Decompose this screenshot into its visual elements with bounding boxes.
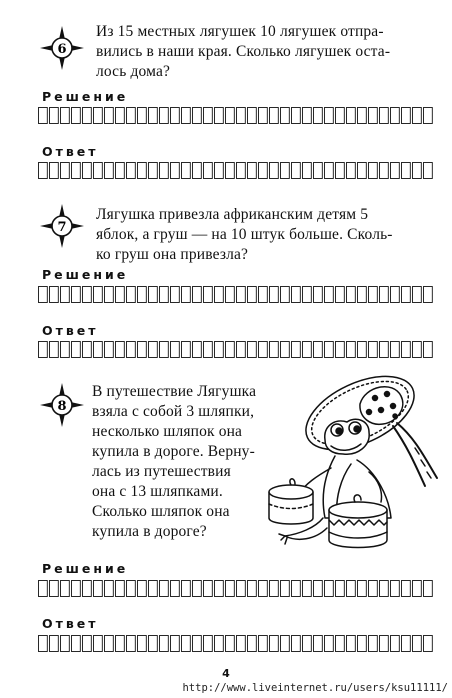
answer-cell[interactable] — [325, 636, 334, 652]
answer-cell[interactable] — [314, 287, 323, 303]
answer-cell[interactable] — [292, 581, 301, 597]
answer-cell[interactable] — [402, 581, 411, 597]
solution-grid[interactable] — [38, 580, 435, 597]
answer-cell[interactable] — [61, 287, 70, 303]
answer-cell[interactable] — [193, 287, 202, 303]
answer-cell[interactable] — [424, 163, 433, 179]
answer-cell[interactable] — [336, 108, 345, 124]
answer-cell[interactable] — [248, 287, 257, 303]
answer-cell[interactable] — [182, 287, 191, 303]
answer-cell[interactable] — [325, 287, 334, 303]
answer-cell[interactable] — [424, 108, 433, 124]
answer-cell[interactable] — [39, 287, 48, 303]
answer-cell[interactable] — [215, 163, 224, 179]
answer-cell[interactable] — [127, 636, 136, 652]
answer-cell[interactable] — [105, 163, 114, 179]
answer-cell[interactable] — [303, 581, 312, 597]
answer-cell[interactable] — [226, 108, 235, 124]
problem-7-badge — [39, 203, 85, 249]
answer-cell[interactable] — [237, 636, 246, 652]
answer-cell[interactable] — [226, 636, 235, 652]
answer-cell[interactable] — [336, 636, 345, 652]
answer-cell[interactable] — [325, 108, 334, 124]
answer-cell[interactable] — [72, 108, 81, 124]
answer-cell[interactable] — [226, 287, 235, 303]
answer-cell[interactable] — [391, 163, 400, 179]
answer-cell[interactable] — [50, 581, 59, 597]
answer-cell[interactable] — [61, 581, 70, 597]
answer-cell[interactable] — [413, 342, 422, 358]
answer-cell[interactable] — [325, 342, 334, 358]
answer-cell[interactable] — [215, 581, 224, 597]
answer-cell[interactable] — [292, 636, 301, 652]
answer-cell[interactable] — [402, 636, 411, 652]
answer-cell[interactable] — [39, 636, 48, 652]
answer-cell[interactable] — [72, 581, 81, 597]
answer-cell[interactable] — [248, 163, 257, 179]
answer-cell[interactable] — [248, 342, 257, 358]
answer-cell[interactable] — [413, 636, 422, 652]
answer-cell[interactable] — [149, 581, 158, 597]
answer-cell[interactable] — [116, 163, 125, 179]
answer-cell[interactable] — [193, 636, 202, 652]
answer-cell[interactable] — [160, 581, 169, 597]
answer-cell[interactable] — [204, 287, 213, 303]
compass-star-icon — [39, 203, 85, 249]
answer-cell[interactable] — [83, 287, 92, 303]
answer-cell[interactable] — [160, 287, 169, 303]
answer-label: Ответ — [42, 323, 99, 338]
answer-cell[interactable] — [182, 108, 191, 124]
answer-cell[interactable] — [237, 108, 246, 124]
answer-cell[interactable] — [347, 342, 356, 358]
problem-number: 6 — [57, 42, 67, 57]
answer-cell[interactable] — [204, 342, 213, 358]
answer-cell[interactable] — [182, 163, 191, 179]
answer-cell[interactable] — [237, 581, 246, 597]
answer-cell[interactable] — [369, 287, 378, 303]
answer-cell[interactable] — [215, 108, 224, 124]
answer-cell[interactable] — [259, 342, 268, 358]
problem-number: 7 — [57, 220, 67, 235]
text-line: ко груш она привезла? — [96, 246, 249, 263]
answer-cell[interactable] — [204, 163, 213, 179]
answer-cell[interactable] — [127, 108, 136, 124]
problem-7-text — [96, 205, 393, 265]
answer-cell[interactable] — [204, 108, 213, 124]
answer-cell[interactable] — [369, 636, 378, 652]
answer-cell[interactable] — [380, 163, 389, 179]
answer-cell[interactable] — [226, 342, 235, 358]
answer-cell[interactable] — [83, 108, 92, 124]
answer-cell[interactable] — [336, 581, 345, 597]
answer-cell[interactable] — [347, 636, 356, 652]
text-line: купила в дороге. Верну- — [92, 443, 255, 460]
answer-cell[interactable] — [237, 342, 246, 358]
answer-cell[interactable] — [127, 342, 136, 358]
answer-cell[interactable] — [347, 108, 356, 124]
answer-grid[interactable] — [38, 341, 435, 358]
answer-cell[interactable] — [39, 342, 48, 358]
solution-label: Решение — [42, 267, 129, 282]
answer-cell[interactable] — [347, 287, 356, 303]
solution-grid[interactable] — [38, 107, 435, 124]
text-line: несколько шляпок она — [92, 423, 243, 440]
answer-cell[interactable] — [39, 108, 48, 124]
solution-grid[interactable] — [38, 286, 435, 303]
text-line: она с 13 шляпками. — [92, 483, 223, 500]
answer-cell[interactable] — [369, 163, 378, 179]
answer-cell[interactable] — [61, 108, 70, 124]
answer-cell[interactable] — [237, 163, 246, 179]
answer-cell[interactable] — [325, 163, 334, 179]
answer-cell[interactable] — [303, 342, 312, 358]
answer-cell[interactable] — [116, 342, 125, 358]
page-number: 4 — [222, 667, 230, 680]
answer-cell[interactable] — [94, 287, 103, 303]
answer-cell[interactable] — [72, 163, 81, 179]
answer-cell[interactable] — [358, 636, 367, 652]
answer-cell[interactable] — [248, 581, 257, 597]
answer-cell[interactable] — [336, 287, 345, 303]
answer-cell[interactable] — [160, 342, 169, 358]
answer-cell[interactable] — [149, 108, 158, 124]
answer-cell[interactable] — [314, 342, 323, 358]
answer-cell[interactable] — [171, 163, 180, 179]
answer-cell[interactable] — [303, 287, 312, 303]
problem-6-text — [96, 22, 390, 82]
answer-cell[interactable] — [127, 163, 136, 179]
answer-cell[interactable] — [358, 163, 367, 179]
answer-cell[interactable] — [292, 342, 301, 358]
problem-8-badge — [39, 382, 85, 428]
text-line: Лягушка привезла африканским детям 5 — [96, 206, 369, 223]
compass-star-icon — [39, 382, 85, 428]
answer-cell[interactable] — [61, 636, 70, 652]
answer-cell[interactable] — [270, 581, 279, 597]
answer-cell[interactable] — [402, 108, 411, 124]
answer-cell[interactable] — [281, 581, 290, 597]
answer-cell[interactable] — [61, 163, 70, 179]
answer-cell[interactable] — [303, 636, 312, 652]
answer-cell[interactable] — [424, 287, 433, 303]
answer-cell[interactable] — [61, 342, 70, 358]
text-line: В путешествие Лягушка — [92, 383, 257, 400]
answer-cell[interactable] — [380, 108, 389, 124]
answer-cell[interactable] — [160, 108, 169, 124]
answer-cell[interactable] — [171, 581, 180, 597]
answer-cell[interactable] — [281, 108, 290, 124]
answer-cell[interactable] — [303, 108, 312, 124]
problem-6-badge — [39, 25, 85, 71]
answer-cell[interactable] — [83, 163, 92, 179]
answer-cell[interactable] — [281, 342, 290, 358]
answer-cell[interactable] — [413, 581, 422, 597]
answer-cell[interactable] — [94, 342, 103, 358]
answer-cell[interactable] — [259, 287, 268, 303]
answer-cell[interactable] — [270, 636, 279, 652]
answer-cell[interactable] — [105, 581, 114, 597]
answer-cell[interactable] — [149, 342, 158, 358]
answer-cell[interactable] — [50, 342, 59, 358]
answer-cell[interactable] — [127, 581, 136, 597]
answer-cell[interactable] — [347, 163, 356, 179]
answer-cell[interactable] — [292, 287, 301, 303]
answer-cell[interactable] — [413, 163, 422, 179]
answer-cell[interactable] — [358, 108, 367, 124]
answer-cell[interactable] — [402, 287, 411, 303]
answer-cell[interactable] — [391, 287, 400, 303]
answer-cell[interactable] — [259, 108, 268, 124]
problem-number: 8 — [57, 399, 67, 414]
answer-cell[interactable] — [105, 108, 114, 124]
answer-cell[interactable] — [83, 581, 92, 597]
frog-with-hat-icon — [265, 368, 445, 558]
answer-cell[interactable] — [413, 287, 422, 303]
answer-cell[interactable] — [226, 581, 235, 597]
answer-cell[interactable] — [369, 108, 378, 124]
answer-cell[interactable] — [314, 636, 323, 652]
answer-cell[interactable] — [138, 342, 147, 358]
answer-cell[interactable] — [149, 636, 158, 652]
answer-cell[interactable] — [171, 342, 180, 358]
answer-cell[interactable] — [138, 287, 147, 303]
answer-cell[interactable] — [72, 287, 81, 303]
answer-cell[interactable] — [391, 636, 400, 652]
answer-cell[interactable] — [171, 108, 180, 124]
answer-cell[interactable] — [116, 636, 125, 652]
answer-cell[interactable] — [50, 636, 59, 652]
answer-cell[interactable] — [193, 581, 202, 597]
text-line: Из 15 местных лягушек 10 лягушек отпра- — [96, 23, 384, 40]
answer-label: Ответ — [42, 616, 99, 631]
text-line: яблок, а груш — на 10 штук больше. Сколь- — [96, 226, 393, 243]
answer-cell[interactable] — [325, 581, 334, 597]
answer-label: Ответ — [42, 144, 99, 159]
answer-cell[interactable] — [204, 636, 213, 652]
answer-cell[interactable] — [94, 163, 103, 179]
answer-cell[interactable] — [127, 287, 136, 303]
answer-cell[interactable] — [424, 636, 433, 652]
text-line: вились в наши края. Сколько лягушек оста- — [96, 43, 391, 60]
answer-cell[interactable] — [50, 108, 59, 124]
answer-cell[interactable] — [237, 287, 246, 303]
answer-cell[interactable] — [171, 636, 180, 652]
answer-cell[interactable] — [50, 163, 59, 179]
answer-cell[interactable] — [391, 108, 400, 124]
answer-cell[interactable] — [116, 108, 125, 124]
answer-cell[interactable] — [105, 287, 114, 303]
answer-cell[interactable] — [380, 636, 389, 652]
answer-cell[interactable] — [83, 342, 92, 358]
answer-cell[interactable] — [270, 163, 279, 179]
answer-cell[interactable] — [314, 581, 323, 597]
answer-cell[interactable] — [149, 287, 158, 303]
answer-cell[interactable] — [303, 163, 312, 179]
answer-cell[interactable] — [380, 342, 389, 358]
answer-cell[interactable] — [94, 636, 103, 652]
answer-cell[interactable] — [193, 163, 202, 179]
answer-cell[interactable] — [281, 163, 290, 179]
answer-cell[interactable] — [314, 163, 323, 179]
answer-cell[interactable] — [193, 108, 202, 124]
answer-cell[interactable] — [116, 287, 125, 303]
answer-cell[interactable] — [281, 287, 290, 303]
answer-cell[interactable] — [138, 581, 147, 597]
answer-cell[interactable] — [391, 581, 400, 597]
answer-cell[interactable] — [424, 342, 433, 358]
answer-cell[interactable] — [105, 636, 114, 652]
answer-cell[interactable] — [314, 108, 323, 124]
answer-cell[interactable] — [413, 108, 422, 124]
answer-grid[interactable] — [38, 635, 435, 652]
answer-cell[interactable] — [281, 636, 290, 652]
answer-cell[interactable] — [259, 581, 268, 597]
answer-cell[interactable] — [138, 636, 147, 652]
solution-label: Решение — [42, 561, 129, 576]
answer-cell[interactable] — [182, 581, 191, 597]
answer-cell[interactable] — [116, 581, 125, 597]
frog-illustration — [265, 368, 445, 558]
answer-cell[interactable] — [347, 581, 356, 597]
answer-cell[interactable] — [369, 342, 378, 358]
answer-cell[interactable] — [83, 636, 92, 652]
answer-cell[interactable] — [160, 163, 169, 179]
answer-grid[interactable] — [38, 162, 435, 179]
answer-cell[interactable] — [193, 342, 202, 358]
answer-cell[interactable] — [72, 636, 81, 652]
answer-cell[interactable] — [160, 636, 169, 652]
answer-cell[interactable] — [226, 163, 235, 179]
answer-cell[interactable] — [391, 342, 400, 358]
answer-cell[interactable] — [94, 108, 103, 124]
text-line: взяла с собой 3 шляпки, — [92, 403, 255, 420]
answer-cell[interactable] — [402, 163, 411, 179]
answer-cell[interactable] — [215, 287, 224, 303]
problem-8-text — [92, 382, 256, 542]
answer-cell[interactable] — [182, 636, 191, 652]
answer-cell[interactable] — [248, 636, 257, 652]
answer-cell[interactable] — [270, 342, 279, 358]
answer-cell[interactable] — [94, 581, 103, 597]
answer-cell[interactable] — [259, 163, 268, 179]
answer-cell[interactable] — [182, 342, 191, 358]
answer-cell[interactable] — [138, 108, 147, 124]
answer-cell[interactable] — [380, 287, 389, 303]
answer-cell[interactable] — [171, 287, 180, 303]
answer-cell[interactable] — [292, 108, 301, 124]
text-line: купила в дороге? — [92, 523, 207, 540]
answer-cell[interactable] — [259, 636, 268, 652]
answer-cell[interactable] — [39, 581, 48, 597]
answer-cell[interactable] — [292, 163, 301, 179]
answer-cell[interactable] — [270, 287, 279, 303]
compass-star-icon — [39, 25, 85, 71]
solution-label: Решение — [42, 89, 129, 104]
answer-cell[interactable] — [358, 581, 367, 597]
text-line: лось дома? — [96, 63, 170, 80]
answer-cell[interactable] — [215, 342, 224, 358]
answer-cell[interactable] — [358, 342, 367, 358]
text-line: Сколько шляпок она — [92, 503, 230, 520]
answer-cell[interactable] — [380, 581, 389, 597]
answer-cell[interactable] — [336, 163, 345, 179]
answer-cell[interactable] — [358, 287, 367, 303]
answer-cell[interactable] — [402, 342, 411, 358]
answer-cell[interactable] — [215, 636, 224, 652]
answer-cell[interactable] — [39, 163, 48, 179]
answer-cell[interactable] — [105, 342, 114, 358]
answer-cell[interactable] — [50, 287, 59, 303]
footer-url: http://www.liveinternet.ru/users/ksu11111/ — [182, 682, 448, 694]
answer-cell[interactable] — [336, 342, 345, 358]
answer-cell[interactable] — [149, 163, 158, 179]
answer-cell[interactable] — [204, 581, 213, 597]
answer-cell[interactable] — [138, 163, 147, 179]
answer-cell[interactable] — [270, 108, 279, 124]
text-line: лась из путешествия — [92, 463, 231, 480]
answer-cell[interactable] — [424, 581, 433, 597]
answer-cell[interactable] — [248, 108, 257, 124]
answer-cell[interactable] — [72, 342, 81, 358]
answer-cell[interactable] — [369, 581, 378, 597]
